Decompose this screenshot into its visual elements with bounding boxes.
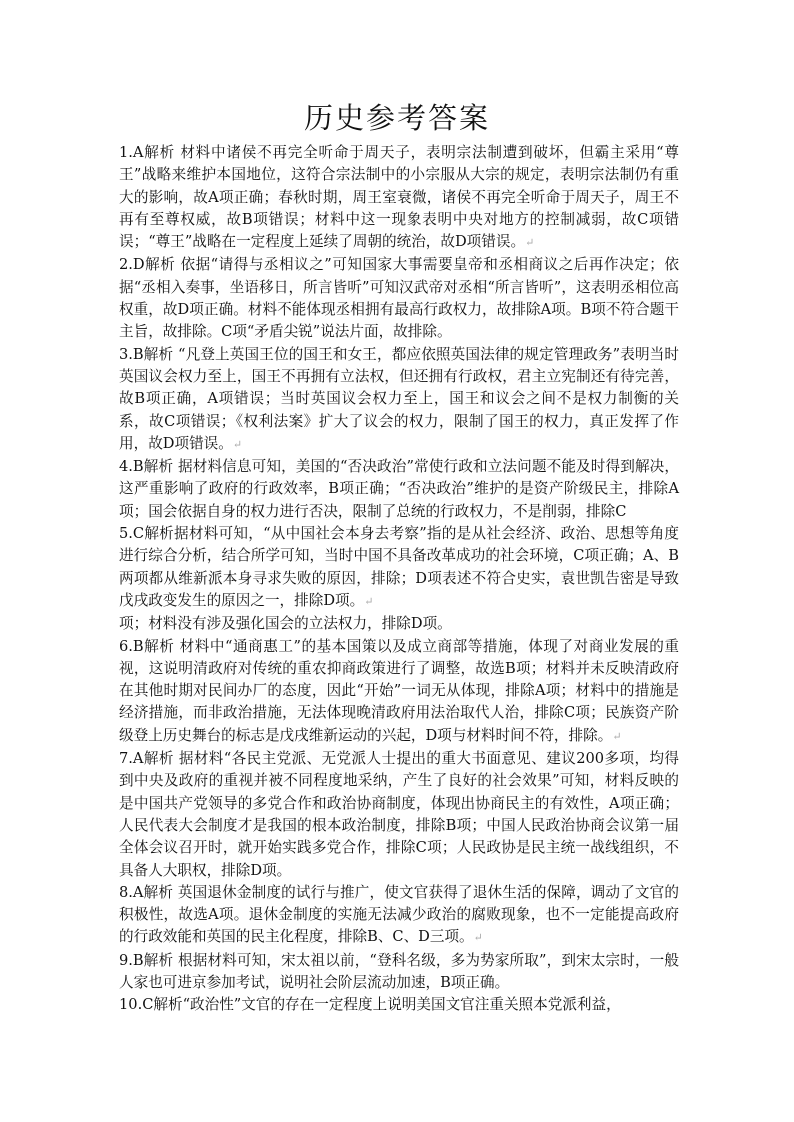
return-mark-icon: ↵ <box>612 729 622 743</box>
answer-paragraph: 7.A解析 据材料“各民主党派、无党派人士提出的重大书面意见、建议200多项，均得到中央及政府的重视并被不同程度地采纳，产生了良好的社会效果”可知，材料反映的是中国共产党领导的多党合作和政治协商制度，体现出协商民主的有效性，A项正确；人民代表大会制度才是我国的根本政治制度，排除B项；中国人民政治协商会议第一届全体会议召开时，就开始实践多党合作，排除C项；人民政协是民主统一战线组织，不具备人大职权，排除D项。 <box>119 750 679 879</box>
return-mark-icon: ↵ <box>232 437 243 451</box>
answer-paragraph: 5.C解析据材料可知，“从中国社会本身去考察”指的是从社会经济、政治、思想等角度进行综合分析，结合所学可知，当时中国不具备改革成功的社会环境，C项正确；A、B两项都从维新派本身寻求失败的原因，排除；D项表述不符合史实，袁世凯告密是导致戊戌政变发生的原因之一，排除D项。↵ <box>119 525 679 609</box>
answer-body <box>119 142 679 1017</box>
answer-paragraph: 8.A解析 英国退休金制度的试行与推广，使文官获得了退休生活的保障，调动了文官的积极性，故选A项。退休金制度的实施无法减少政治的腐败现象，也不一定能提高政府的行政效能和英国的民主化程度，排除B、C、D三项。↵ <box>119 883 679 946</box>
answer-paragraph: 9.B解析 根据材料可知，宋太祖以前，“登科名级，多为势家所取”，到宋太宗时，一般人家也可进京参加考试，说明社会阶层流动加速，B项正确。 <box>119 951 679 991</box>
answer-paragraph: 2.D解析 依据“请得与丞相议之”可知国家大事需要皇帝和丞相商议之后再作决定；依据“丞相入奏事，坐语移日，所言皆听”可知汉武帝对丞相“所言皆听”，这表明丞相位高权重，故D项正确。材料不能体现丞相拥有最高行政权力，故排除A项。B项不符合题干主旨，故排除。C项“矛盾尖锐”说法片面，故排除。 <box>119 256 679 341</box>
answer-paragraph: 1.A解析 材料中诸侯不再完全听命于周天子，表明宗法制遭到破坏，但霸主采用“尊王”战略来维护本国地位，这符合宗法制中的小宗服从大宗的规定，表明宗法制仍有重大的影响，故A项正确；春秋时期，周王室衰微，诸侯不再完全听命于周天子，周王不再有至尊权威，故B项错误；材料中这一现象表明中央对地方的控制减弱，故C项错误；“尊王”战略在一定程度上延续了周朝的统治，故D项错误。↵ <box>119 144 679 251</box>
return-mark-icon: ↵ <box>364 594 374 608</box>
answer-paragraph: 6.B解析 材料中“通商惠工”的基本国策以及成立商部等措施，体现了对商业发展的重视，这说明清政府对传统的重农抑商政策进行了调整，故选B项；材料并未反映清政府在其他时期对民间办厂的态度，因此“开始”一词无从体现，排除A项；材料中的措施是经济措施，而非政治措施，无法体现晚清政府用法治取代人治，排除C项；民族资产阶级登上历史舞台的标志是戊戌维新运动的兴起，D项与材料时间不符，排除。↵ <box>119 637 679 744</box>
answer-paragraph: 10.C解析“政治性”文官的存在一定程度上说明美国文官注重关照本党派利益， <box>119 996 621 1014</box>
return-mark-icon: ↵ <box>525 236 535 250</box>
page-title: 历史参考答案 <box>303 101 490 135</box>
answer-paragraph: 项；材料没有涉及强化国会的立法权力，排除D项。 <box>119 615 452 633</box>
answer-paragraph: 4.B解析 据材料信息可知，美国的“否决政治”常使行政和立法问题不能及时得到解决，这严重影响了政府的行政效率，B项正确；“否决政治”维护的是资产阶级民主，排除A项；国会依据自身的权力进行否决，限制了总统的行政权力，不是削弱，排除C <box>119 458 679 520</box>
answer-paragraph: 3.B解析 “凡登上英国王位的国王和女王，都应依照英国法律的规定管理政务”表明当时英国议会权力至上，国王不再拥有立法权，但还拥有行政权，君主立宪制还有待完善，故B项正确，A项错误；当时英国议会权力至上，国王和议会之间不是权力制衡的关系，故C项错误；《权利法案》扩大了议会的权力，限制了国王的权力，真正发挥了作用，故D项错误。↵ <box>119 345 679 452</box>
return-mark-icon: ↵ <box>473 931 483 945</box>
